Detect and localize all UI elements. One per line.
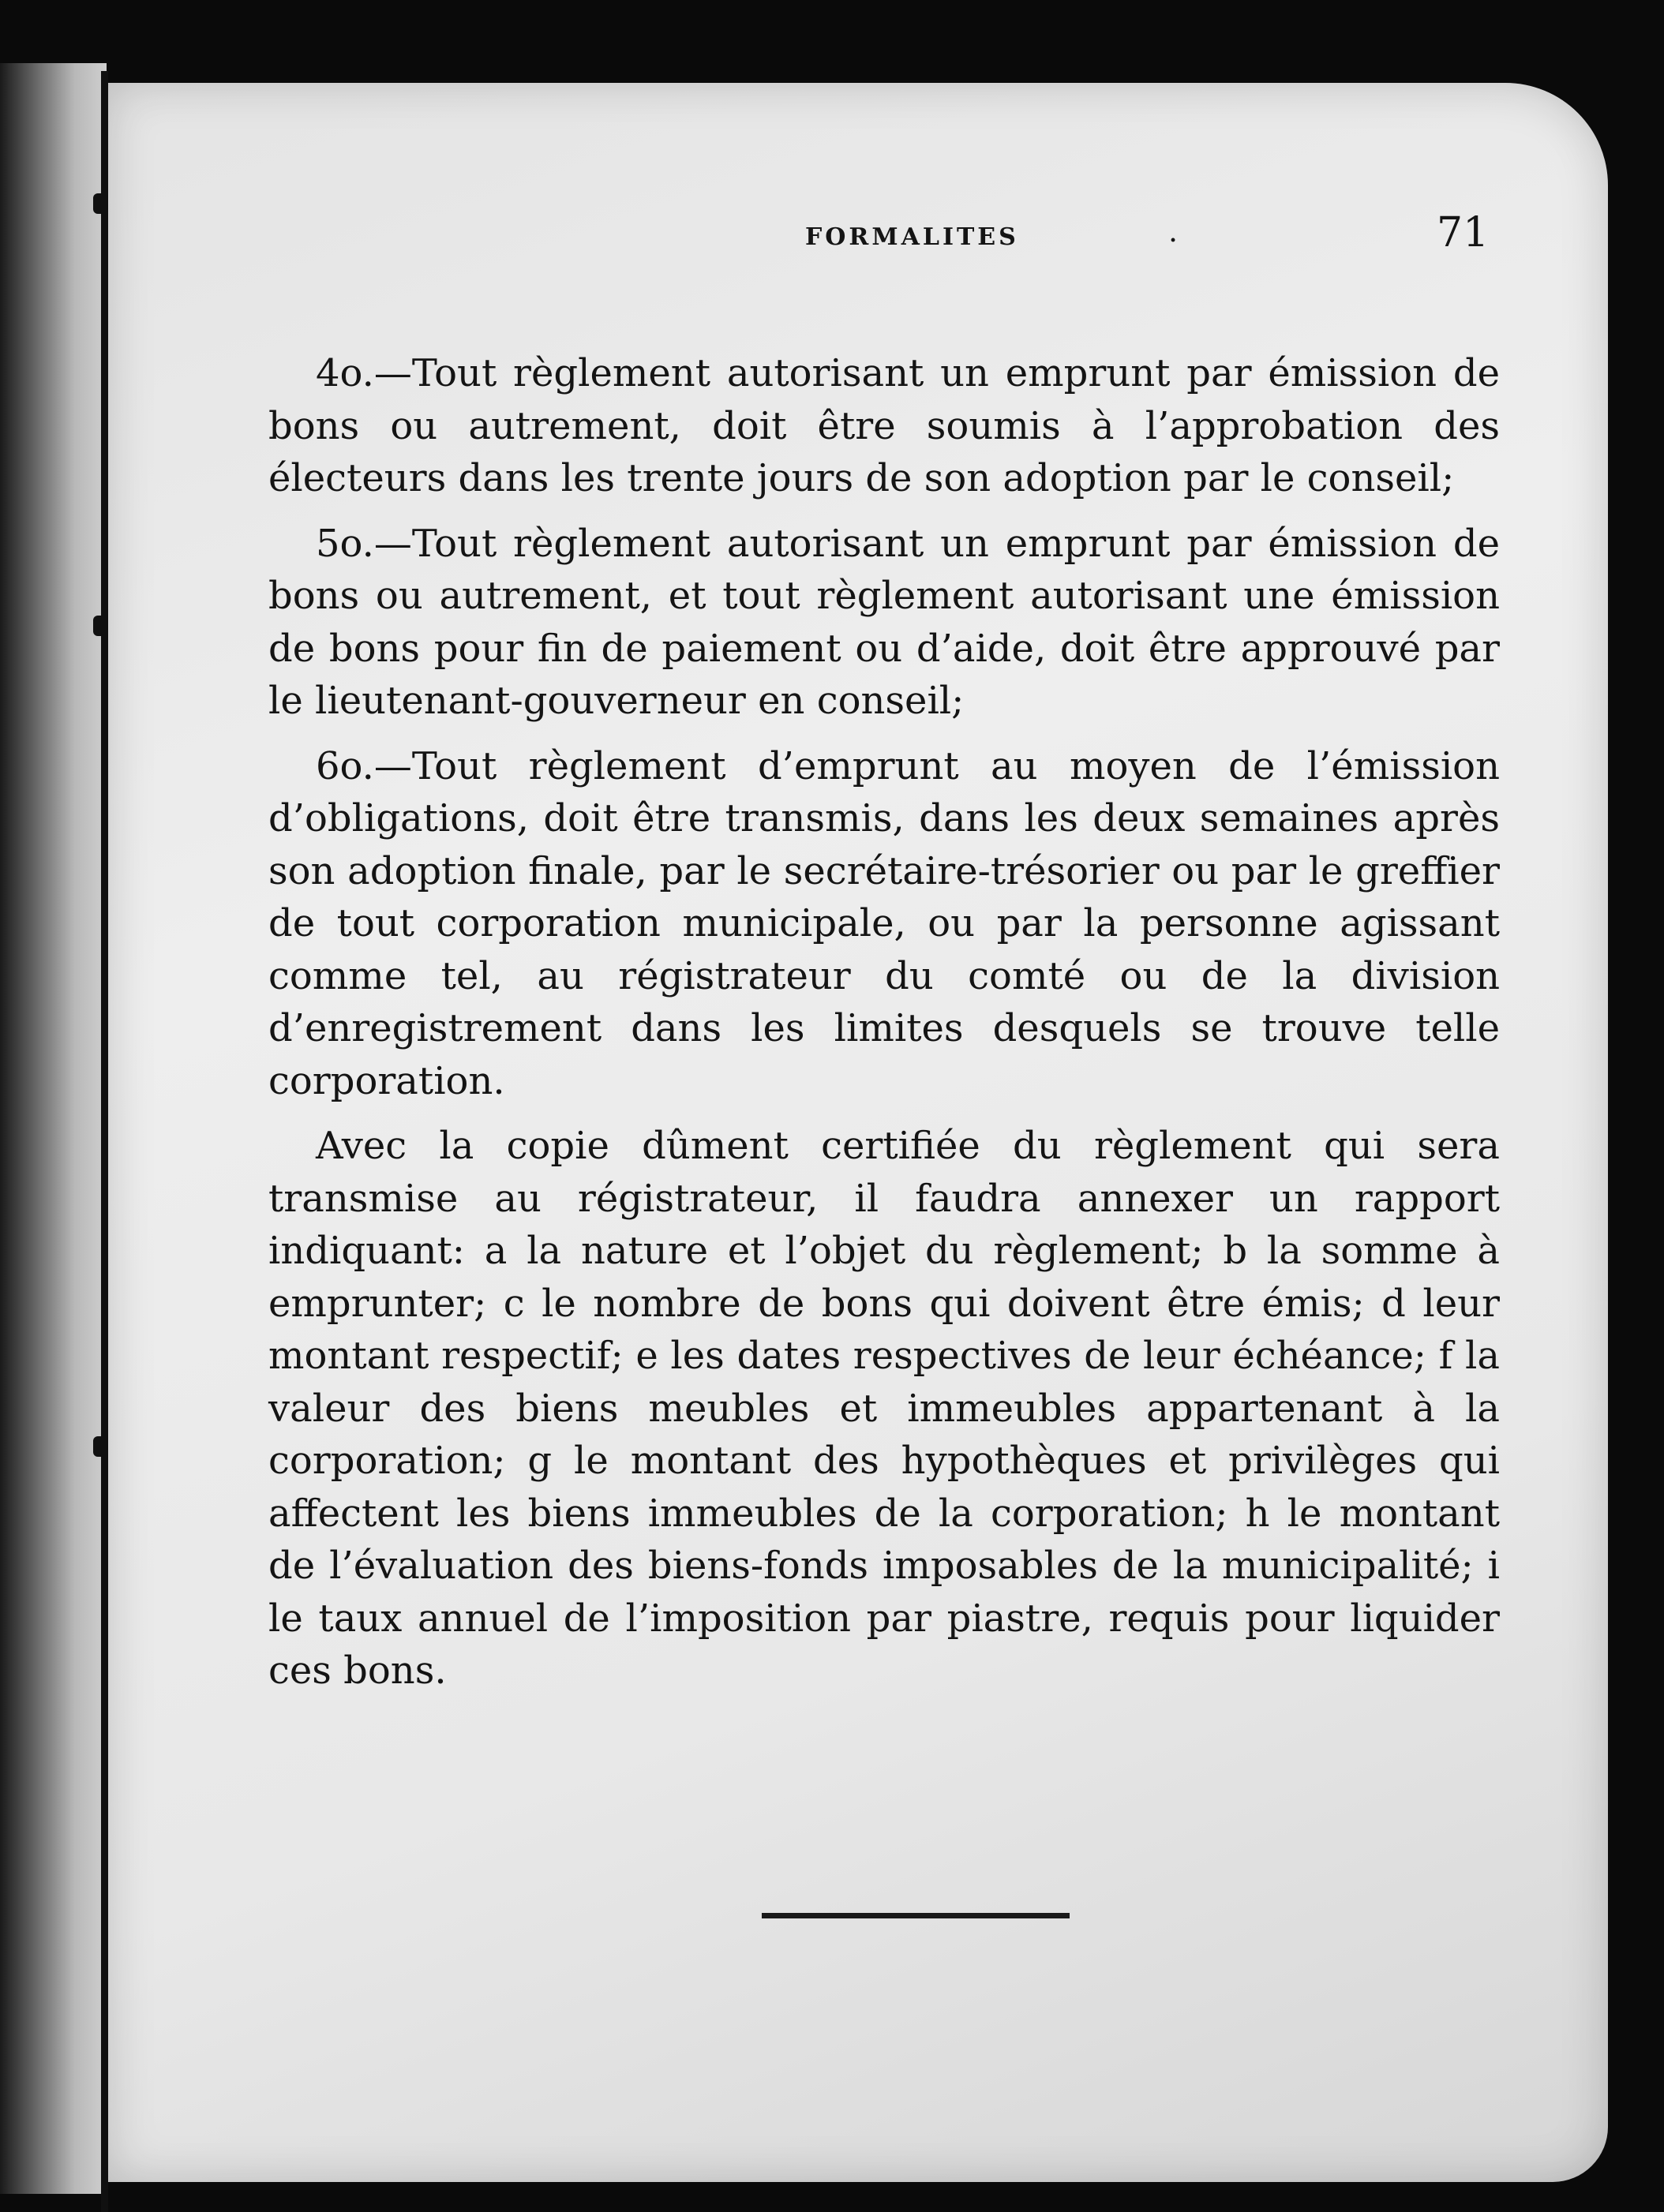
left-page-edge (0, 63, 107, 2194)
body-text (268, 347, 1500, 1710)
page-number: 71 (1437, 209, 1490, 256)
paragraph-6o: 6o.—Tout règlement d’emprunt au moyen de l’émission d’obligations, doit être transmis, dans les deux semaines après son adoption finale, par le secrétaire-trésorier ou par le greffier de tout corporation municipale, ou par la personne agissant comme tel, au régistrateur du comté ou de la division d’enregistrement dans les limites desquels se trouve telle corporation. (268, 743, 1500, 1103)
binding-line (101, 71, 108, 2212)
paragraph-4o: 4o.—Tout règlement autorisant un emprunt par émission de bons ou autrement, doit être soumis à l’approbation des électeurs dans les trente jours de son adoption par le conseil; (268, 351, 1500, 500)
page-header (268, 209, 1500, 272)
paragraph-annex: Avec la copie dûment certifiée du règlement qui sera transmise au régistrateur, il faudra annexer un rapport indiquant: a la nature et l’objet du règlement; b la somme à emprunter; c le nombre de bons qui doivent être émis; d leur montant respectif; e les dates respectives de leur échéance; f la valeur des biens meubles et immeubles appartenant à la corporation; g le montant des hypothèques et privilèges qui affectent les biens immeubles de la corporation; h le montant de l’évaluation des biens-fonds imposables de la municipalité; i le taux annuel de l’imposition par piastre, requis pour liquider ces bons. (268, 1124, 1500, 1693)
paragraph-5o: 5o.—Tout règlement autorisant un emprunt par émission de bons ou autrement, et tout règlement autorisant une émission de bons pour fin de paiement ou d’aide, doit être approuvé par le lieutenant-gouverneur en conseil; (268, 521, 1500, 723)
header-dot: . (1168, 214, 1179, 249)
section-end-rule (762, 1913, 1070, 1918)
running-head: FORMALITES (805, 223, 1019, 251)
